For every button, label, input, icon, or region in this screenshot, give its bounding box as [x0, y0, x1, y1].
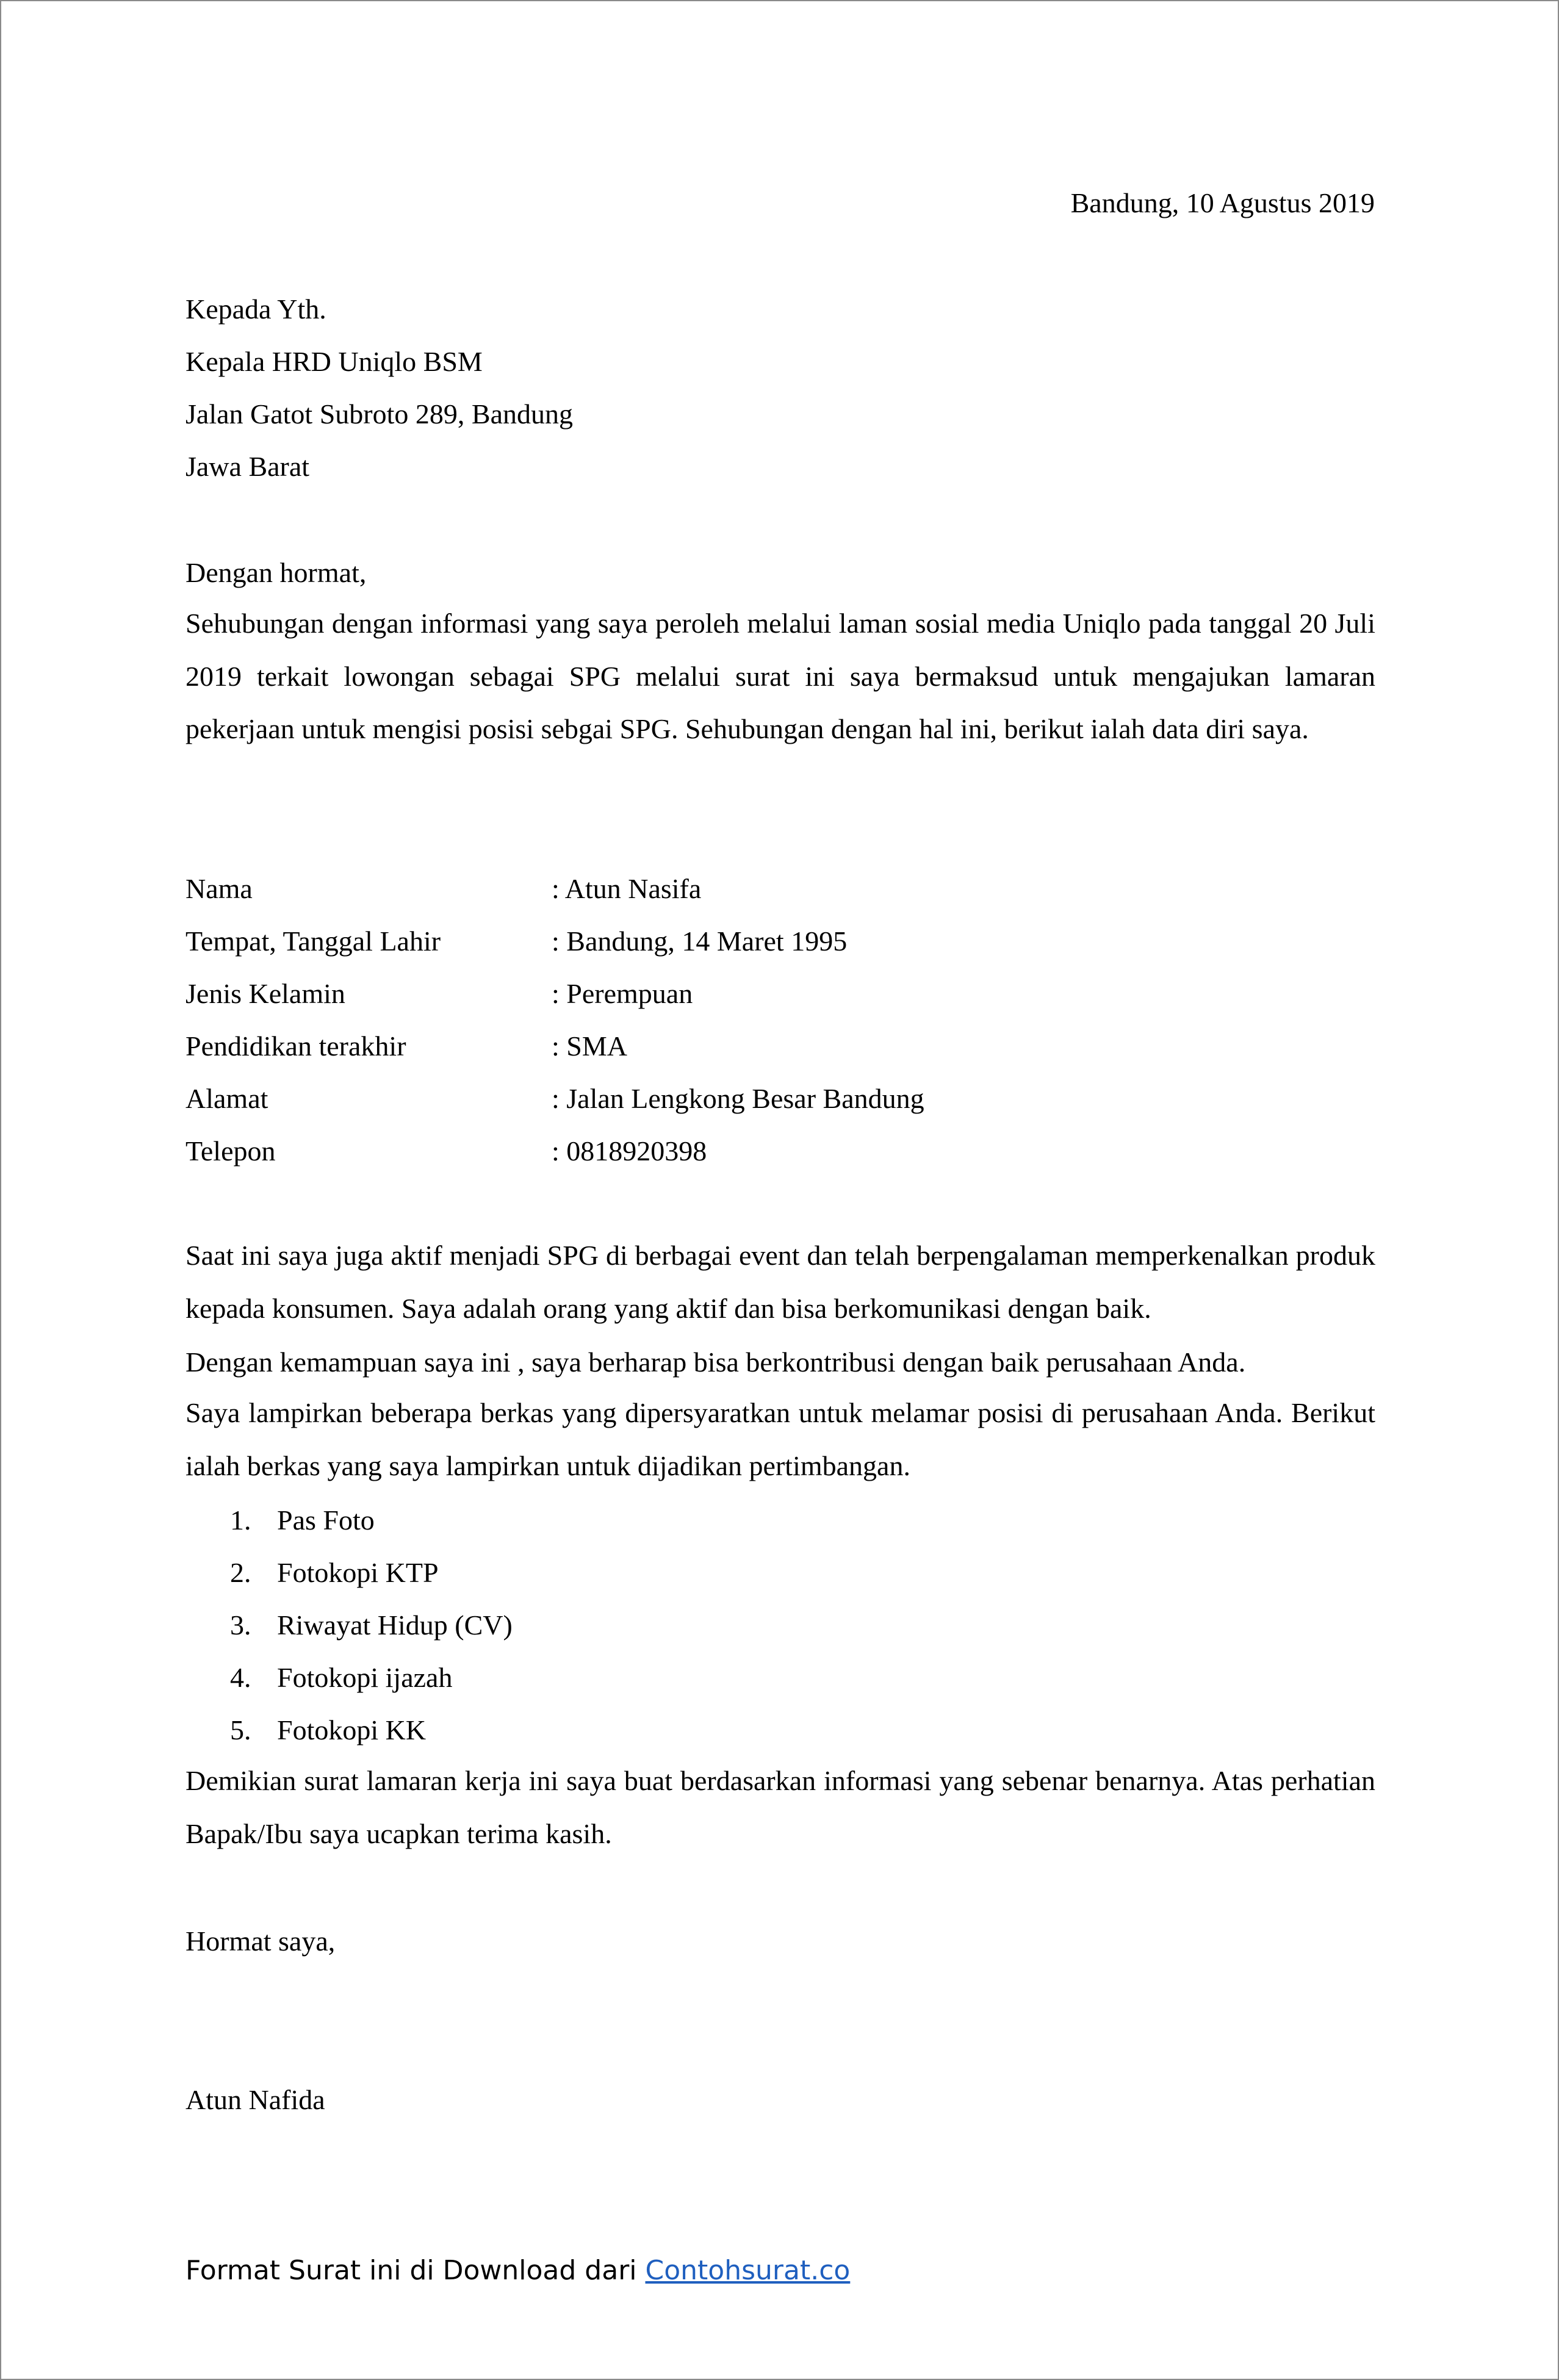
recipient-address: Jalan Gatot Subroto 289, Bandung — [185, 398, 573, 430]
recipient-province: Jawa Barat — [185, 451, 310, 482]
list-item-number: 5. — [230, 1714, 251, 1745]
list-item-number: 2. — [230, 1557, 251, 1588]
sign-off: Hormat saya, — [185, 1925, 336, 1957]
footer-link[interactable]: Contohsurat.co — [645, 2255, 851, 2286]
data-value-education: : SMA — [552, 1030, 627, 1062]
list-item-number: 3. — [230, 1609, 251, 1641]
list-item-text: Fotokopi ijazah — [277, 1662, 453, 1693]
data-value-birth: : Bandung, 14 Maret 1995 — [552, 926, 848, 957]
body-line-contribution: Dengan kemampuan saya ini , saya berharap bisa berkontribusi dengan baik perusahaan Anda. — [185, 1346, 1246, 1378]
data-value-address: : Jalan Lengkong Besar Bandung — [552, 1083, 924, 1114]
intro-paragraph: Sehubungan dengan informasi yang saya peroleh melalui laman sosial media Uniqlo pada tanggal 20 Juli 2019 terkait lowongan sebagai SPG melalui surat ini saya bermaksud untuk mengajukan lamaran pekerjaan untuk mengisi posisi sebgai SPG. Sehubungan dengan hal ini, berikut ialah data diri saya. — [185, 608, 1375, 744]
data-value-name: : Atun Nasifa — [552, 873, 702, 904]
data-label-birth: Tempat, Tanggal Lahir — [185, 926, 441, 957]
list-item-text: Pas Foto — [277, 1505, 375, 1536]
body-paragraph: Saat ini saya juga aktif menjadi SPG di berbagai event dan telah berpengalaman memperkenalkan produk kepada konsumen. Saya adalah orang yang aktif dan bisa berkomunikasi dengan baik. — [185, 1240, 1375, 1324]
closing-paragraph: Demikian surat lamaran kerja ini saya buat berdasarkan informasi yang sebenar benarnya. Atas perhatian Bapak/Ibu saya ucapkan terima kasih. — [185, 1765, 1375, 1849]
data-label-name: Nama — [185, 873, 253, 904]
data-label-phone: Telepon — [185, 1135, 276, 1167]
data-label-education: Pendidikan terakhir — [185, 1030, 406, 1062]
list-item-text: Riwayat Hidup (CV) — [277, 1609, 513, 1641]
list-item-text: Fotokopi KTP — [277, 1557, 439, 1588]
data-value-phone: : 0818920398 — [552, 1135, 707, 1167]
list-item-number: 4. — [230, 1662, 251, 1693]
signature-name: Atun Nafida — [185, 2084, 325, 2115]
data-label-gender: Jenis Kelamin — [185, 978, 345, 1009]
attachments-intro: Saya lampirkan beberapa berkas yang dipersyaratkan untuk melamar posisi di perusahaan Anda. Berikut ialah berkas yang saya lampirkan untuk dijadikan pertimbangan. — [185, 1397, 1375, 1481]
greeting: Dengan hormat, — [185, 557, 367, 588]
data-value-gender: : Perempuan — [552, 978, 693, 1009]
footer-text: Format Surat ini di Download dari — [185, 2255, 646, 2286]
list-item-text: Fotokopi KK — [277, 1714, 427, 1745]
recipient-position: Kepala HRD Uniqlo BSM — [185, 346, 483, 377]
recipient-salutation: Kepada Yth. — [185, 293, 326, 325]
list-item-number: 1. — [230, 1505, 251, 1536]
footer — [185, 2255, 850, 2286]
data-label-address: Alamat — [185, 1083, 268, 1114]
place-date: Bandung, 10 Agustus 2019 — [1070, 187, 1375, 218]
